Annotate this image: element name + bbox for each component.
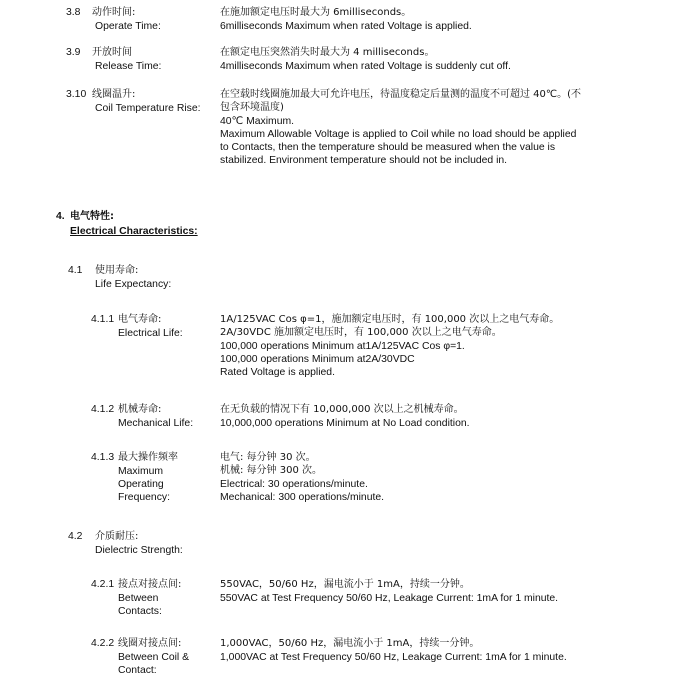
section-number: 4.2.1 — [91, 579, 115, 590]
section-number: 4. — [56, 211, 65, 222]
section-number: 3.9 — [66, 47, 81, 58]
section-3-8 — [0, 6, 680, 36]
section-number: 4.1.1 — [91, 314, 115, 325]
label-cn: 电气寿命: — [118, 314, 162, 325]
section-number: 4.1 — [68, 265, 83, 276]
value-line: 40℃ Maximum. — [220, 116, 295, 127]
value-line: Electrical: 30 operations/minute. — [220, 479, 368, 490]
section-4-1-2 — [0, 403, 680, 433]
value-line: 6milliseconds Maximum when rated Voltage is applied. — [220, 21, 472, 32]
section-4-2-1 — [0, 578, 680, 622]
value-line: Maximum Allowable Voltage is applied to Coil while no load should be applied — [220, 129, 577, 140]
label-cn: 接点对接点间: — [118, 579, 182, 590]
section-number: 4.1.3 — [91, 452, 115, 463]
section-4-1 — [0, 264, 680, 294]
value-line: 10,000,000 operations Minimum at No Load condition. — [220, 418, 470, 429]
value-line: 1,000VAC，50/60 Hz，漏电流小于 1mA，持续一分钟。 — [220, 638, 480, 649]
section-value — [220, 451, 384, 504]
label-en: Release Time: — [95, 61, 162, 72]
section-value — [220, 6, 472, 33]
label-cn: 使用寿命: — [95, 265, 139, 276]
value-line: 100,000 operations Minimum at2A/30VDC — [220, 354, 415, 365]
label-en — [118, 651, 189, 677]
heading-cn: 电气特性: — [70, 211, 114, 222]
value-line: to Contacts, then the temperature should be measured when the value is — [220, 142, 556, 153]
label-en-line: Maximum — [118, 466, 164, 477]
value-line: 550VAC，50/60 Hz，漏电流小于 1mA，持续一分钟。 — [220, 579, 470, 590]
section-4-heading — [0, 210, 680, 240]
label-en: Dielectric Strength: — [95, 545, 183, 556]
section-value — [220, 578, 558, 605]
value-line: 在施加额定电压时最大为 6milliseconds。 — [220, 7, 412, 18]
value-line: 100,000 operations Minimum at1A/125VAC Cos φ=1. — [220, 341, 465, 352]
label-en-line: Between — [118, 593, 159, 604]
section-4-2 — [0, 530, 680, 560]
label-cn: 最大操作频率 — [118, 452, 178, 463]
section-4-1-1 — [0, 313, 680, 385]
value-line: stabilized. Environment temperature should not be included in. — [220, 155, 508, 166]
value-line: Mechanical: 300 operations/minute. — [220, 492, 385, 503]
label-en-line: Contact: — [118, 665, 157, 676]
section-4-1-3 — [0, 451, 680, 509]
section-number: 3.8 — [66, 7, 81, 18]
section-value — [220, 637, 567, 664]
section-number: 4.2.2 — [91, 638, 115, 649]
value-line: 在额定电压突然消失时最大为 4 milliseconds。 — [220, 47, 435, 58]
value-line: 1A/125VAC Cos φ=1，施加额定电压时，有 100,000 次以上之电气寿命。 — [220, 314, 560, 325]
section-number: 4.2 — [68, 531, 83, 542]
label-en-line: Between Coil & — [118, 652, 190, 663]
label-en: Coil Temperature Rise: — [95, 103, 201, 114]
label-cn: 线圈对接点间: — [118, 638, 182, 649]
value-line: 包含环境温度) — [220, 102, 284, 113]
label-cn: 动作时间: — [92, 7, 136, 18]
value-line: 在无负载的情况下有 10,000,000 次以上之机械寿命。 — [220, 404, 464, 415]
section-number: 4.1.2 — [91, 404, 115, 415]
label-en-line: Operating — [118, 479, 164, 490]
label-en-line: Frequency: — [118, 492, 170, 503]
label-en: Mechanical Life: — [118, 418, 194, 429]
label-cn: 线圈温升: — [92, 89, 136, 100]
section-3-10 — [0, 88, 680, 174]
label-en: Electrical Life: — [118, 328, 183, 339]
label-cn: 开放时间 — [92, 47, 132, 58]
section-value — [220, 403, 470, 430]
value-line: 在空载时线圈施加最大可允许电压，待温度稳定后量测的温度不可超过 40℃。(不 — [220, 89, 582, 100]
label-en: Operate Time: — [95, 21, 161, 32]
label-en: Life Expectancy: — [95, 279, 172, 290]
value-line: Rated Voltage is applied. — [220, 367, 335, 378]
label-cn: 机械寿命: — [118, 404, 162, 415]
value-line: 机械: 每分钟 300 次。 — [220, 465, 322, 476]
section-value — [220, 88, 581, 167]
value-line: 电气: 每分钟 30 次。 — [220, 452, 316, 463]
section-4-2-2 — [0, 637, 680, 679]
label-en — [118, 592, 162, 618]
value-line: 4milliseconds Maximum when rated Voltage is suddenly cut off. — [220, 61, 511, 72]
section-value — [220, 46, 511, 73]
heading-en: Electrical Characteristics: — [70, 226, 198, 237]
section-number: 3.10 — [66, 89, 87, 100]
value-line: 1,000VAC at Test Frequency 50/60 Hz, Leakage Current: 1mA for 1 minute. — [220, 652, 567, 663]
label-en — [118, 465, 170, 504]
section-3-9 — [0, 46, 680, 76]
value-line: 550VAC at Test Frequency 50/60 Hz, Leakage Current: 1mA for 1 minute. — [220, 593, 559, 604]
label-cn: 介质耐压: — [95, 531, 139, 542]
value-line: 2A/30VDC 施加额定电压时，有 100,000 次以上之电气寿命。 — [220, 327, 502, 338]
label-en-line: Contacts: — [118, 606, 162, 617]
section-value — [220, 313, 559, 379]
